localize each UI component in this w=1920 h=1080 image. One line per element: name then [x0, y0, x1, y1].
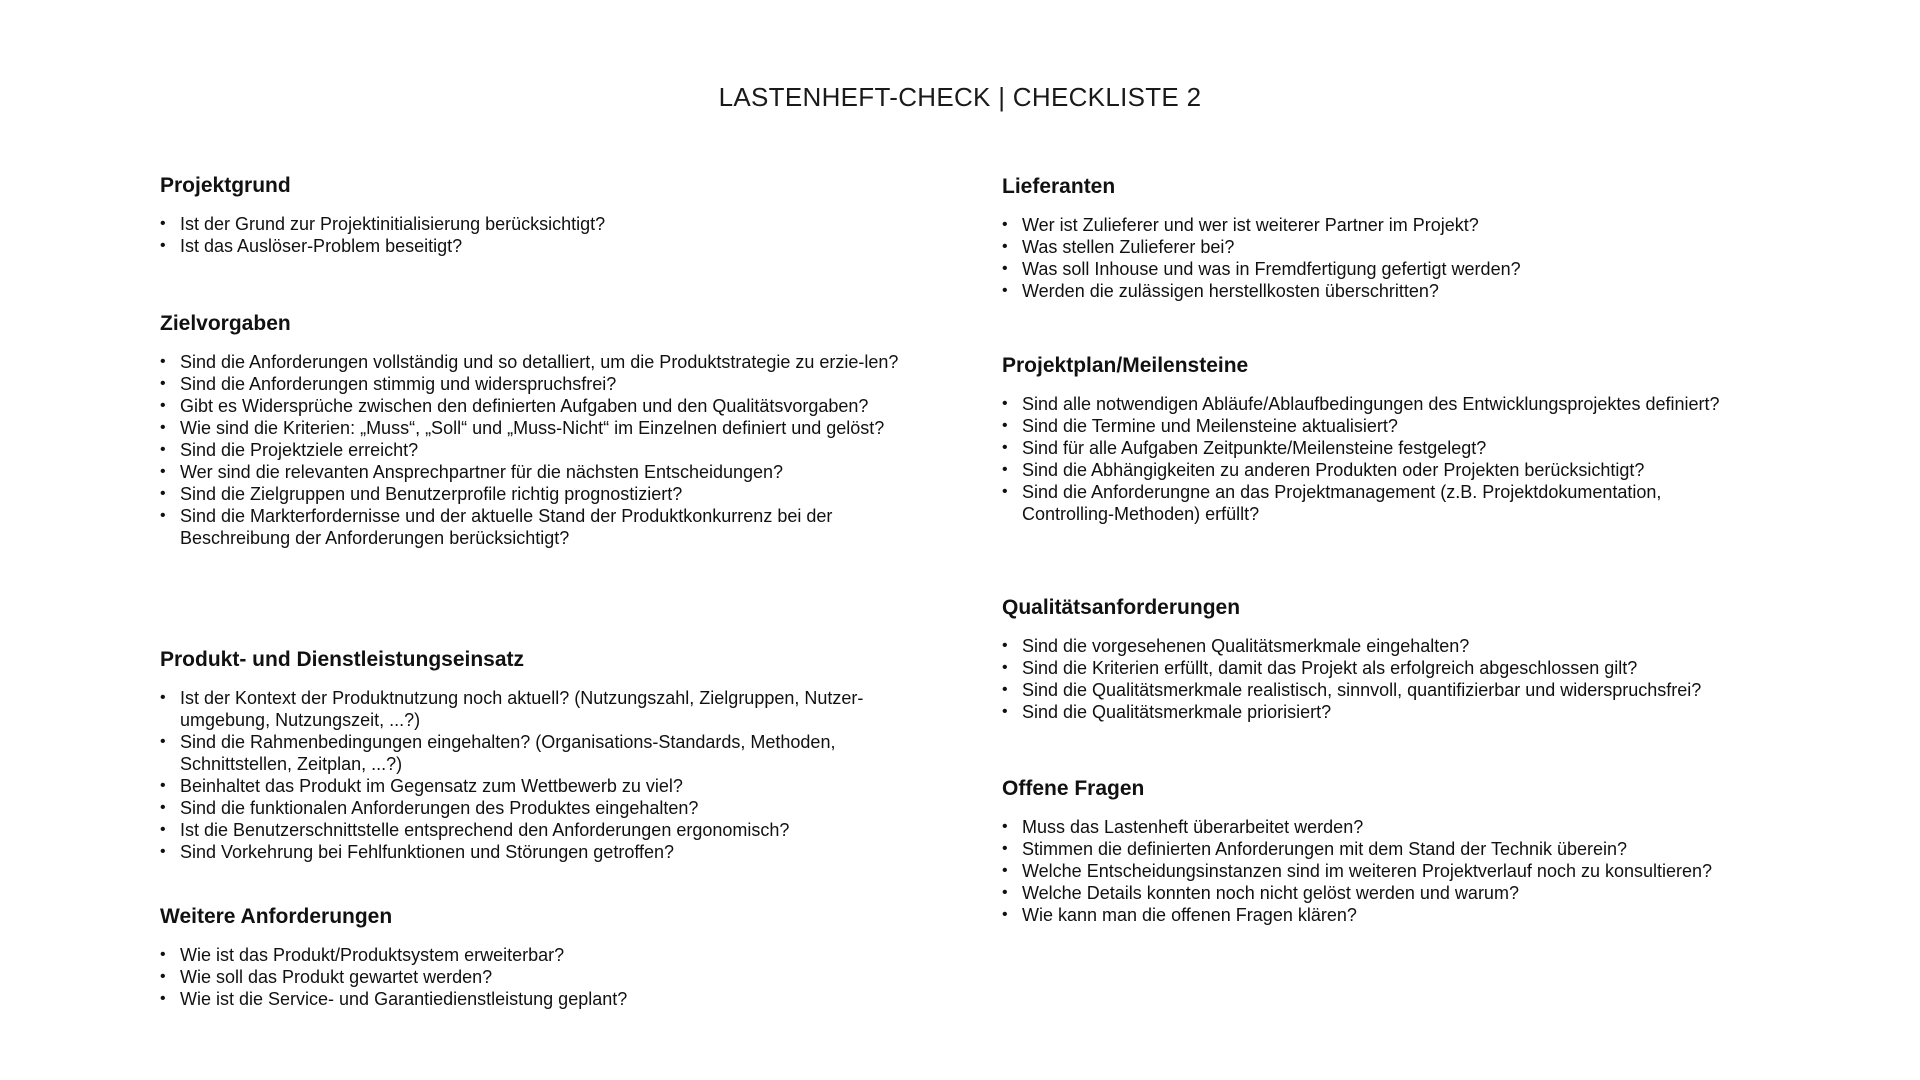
section-projektplan-meilensteine — [1002, 354, 1732, 525]
list-item: • Wer ist Zulieferer und wer ist weiterer Partner im Projekt? — [1002, 214, 1802, 236]
list-item: • Wie ist das Produkt/Produktsystem erweiterbar? — [160, 944, 960, 966]
checklist — [1002, 393, 1732, 525]
list-item: • Gibt es Widersprüche zwischen den definierten Aufgaben und den Qualitätsvorgaben? — [160, 395, 920, 417]
list-item: • Sind die Termine und Meilensteine aktualisiert? — [1002, 415, 1732, 437]
list-item: • Sind die Rahmenbedingungen eingehalten? (Organisations-Standards, Methoden, Schnittstellen, Zeitplan, ...?) — [160, 731, 920, 775]
list-item: • Was soll Inhouse und was in Fremdfertigung gefertigt werden? — [1002, 258, 1802, 280]
section-projektgrund — [160, 174, 960, 257]
list-item: • Sind Vorkehrung bei Fehlfunktionen und Störungen getroffen? — [160, 841, 920, 863]
list-item: • Welche Entscheidungsinstanzen sind im weiteren Projektverlauf noch zu konsultieren? — [1002, 860, 1822, 882]
list-item: • Sind die Anforderungen stimmig und widerspruchsfrei? — [160, 373, 920, 395]
section-offene-fragen — [1002, 777, 1822, 926]
list-item: • Sind die Projektziele erreicht? — [160, 439, 920, 461]
list-item: • Wie kann man die offenen Fragen klären? — [1002, 904, 1822, 926]
list-item: • Beinhaltet das Produkt im Gegensatz zum Wettbewerb zu viel? — [160, 775, 920, 797]
list-item: • Ist die Benutzerschnittstelle entsprechend den Anforderungen ergonomisch? — [160, 819, 920, 841]
list-item: • Was stellen Zulieferer bei? — [1002, 236, 1802, 258]
section-zielvorgaben — [160, 312, 920, 549]
section-lieferanten — [1002, 175, 1802, 302]
page-title: LASTENHEFT-CHECK | CHECKLISTE 2 — [718, 82, 1202, 112]
list-item: • Welche Details konnten noch nicht gelöst werden und warum? — [1002, 882, 1822, 904]
checklist — [1002, 635, 1802, 723]
list-item: • Wie sind die Kriterien: „Muss“, „Soll“ und „Muss-Nicht“ im Einzelnen definiert und gelöst? — [160, 417, 920, 439]
list-item: • Sind die Kriterien erfüllt, damit das Projekt als erfolgreich abgeschlossen gilt? — [1002, 657, 1802, 679]
list-item: • Sind die Markterfordernisse und der aktuelle Stand der Produktkonkurrenz bei der Beschreibung der Anforderungen berücksichtigt? — [160, 505, 920, 549]
list-item: • Muss das Lastenheft überarbeitet werden? — [1002, 816, 1822, 838]
list-item: • Sind die Zielgruppen und Benutzerprofile richtig prognostiziert? — [160, 483, 920, 505]
list-item: • Wer sind die relevanten Ansprechpartner für die nächsten Entscheidungen? — [160, 461, 920, 483]
section-produkt-dienstleistungseinsatz — [160, 648, 920, 863]
list-item: • Sind die vorgesehenen Qualitätsmerkmale eingehalten? — [1002, 635, 1802, 657]
section-weitere-anforderungen — [160, 905, 960, 1010]
section-heading: Zielvorgaben — [160, 312, 291, 335]
list-item: • Sind die funktionalen Anforderungen des Produktes eingehalten? — [160, 797, 920, 819]
list-item: • Ist der Kontext der Produktnutzung noch aktuell? (Nutzungszahl, Zielgruppen, Nutzer-umgebung, Nutzungszeit, ...?) — [160, 687, 920, 731]
list-item: • Stimmen die definierten Anforderungen mit dem Stand der Technik überein? — [1002, 838, 1822, 860]
list-item: • Sind für alle Aufgaben Zeitpunkte/Meilensteine festgelegt? — [1002, 437, 1732, 459]
section-heading: Offene Fragen — [1002, 777, 1145, 800]
checklist — [160, 944, 960, 1010]
list-item: • Ist das Auslöser-Problem beseitigt? — [160, 235, 960, 257]
list-item: • Sind die Anforderungen vollständig und so detalliert, um die Produktstrategie zu erzie-len? — [160, 351, 920, 373]
list-item: • Sind die Qualitätsmerkmale realistisch, sinnvoll, quantifizierbar und widerspruchsfrei? — [1002, 679, 1802, 701]
checklist — [1002, 816, 1822, 926]
list-item: • Sind die Qualitätsmerkmale priorisiert? — [1002, 701, 1802, 723]
checklist — [160, 213, 960, 257]
section-heading: Produkt- und Dienstleistungseinsatz — [160, 648, 525, 671]
section-heading: Lieferanten — [1002, 175, 1116, 198]
checklist — [1002, 214, 1802, 302]
list-item: • Wie ist die Service- und Garantiedienstleistung geplant? — [160, 988, 960, 1010]
list-item: • Sind die Anforderungne an das Projektmanagement (z.B. Projektdokumentation, Controlling-Methoden) erfüllt? — [1002, 481, 1732, 525]
list-item: • Ist der Grund zur Projektinitialisierung berücksichtigt? — [160, 213, 960, 235]
section-heading: Projektgrund — [160, 174, 291, 197]
checklist — [160, 351, 920, 549]
section-heading: Weitere Anforderungen — [160, 905, 393, 928]
section-qualitaetsanforderungen — [1002, 596, 1802, 723]
list-item: • Sind die Abhängigkeiten zu anderen Produkten oder Projekten berücksichtigt? — [1002, 459, 1732, 481]
list-item: • Wie soll das Produkt gewartet werden? — [160, 966, 960, 988]
section-heading: Qualitätsanforderungen — [1002, 596, 1241, 619]
list-item: • Sind alle notwendigen Abläufe/Ablaufbedingungen des Entwicklungsprojektes definiert? — [1002, 393, 1732, 415]
section-heading: Projektplan/Meilensteine — [1002, 354, 1249, 377]
list-item: • Werden die zulässigen herstellkosten überschritten? — [1002, 280, 1802, 302]
checklist — [160, 687, 920, 863]
